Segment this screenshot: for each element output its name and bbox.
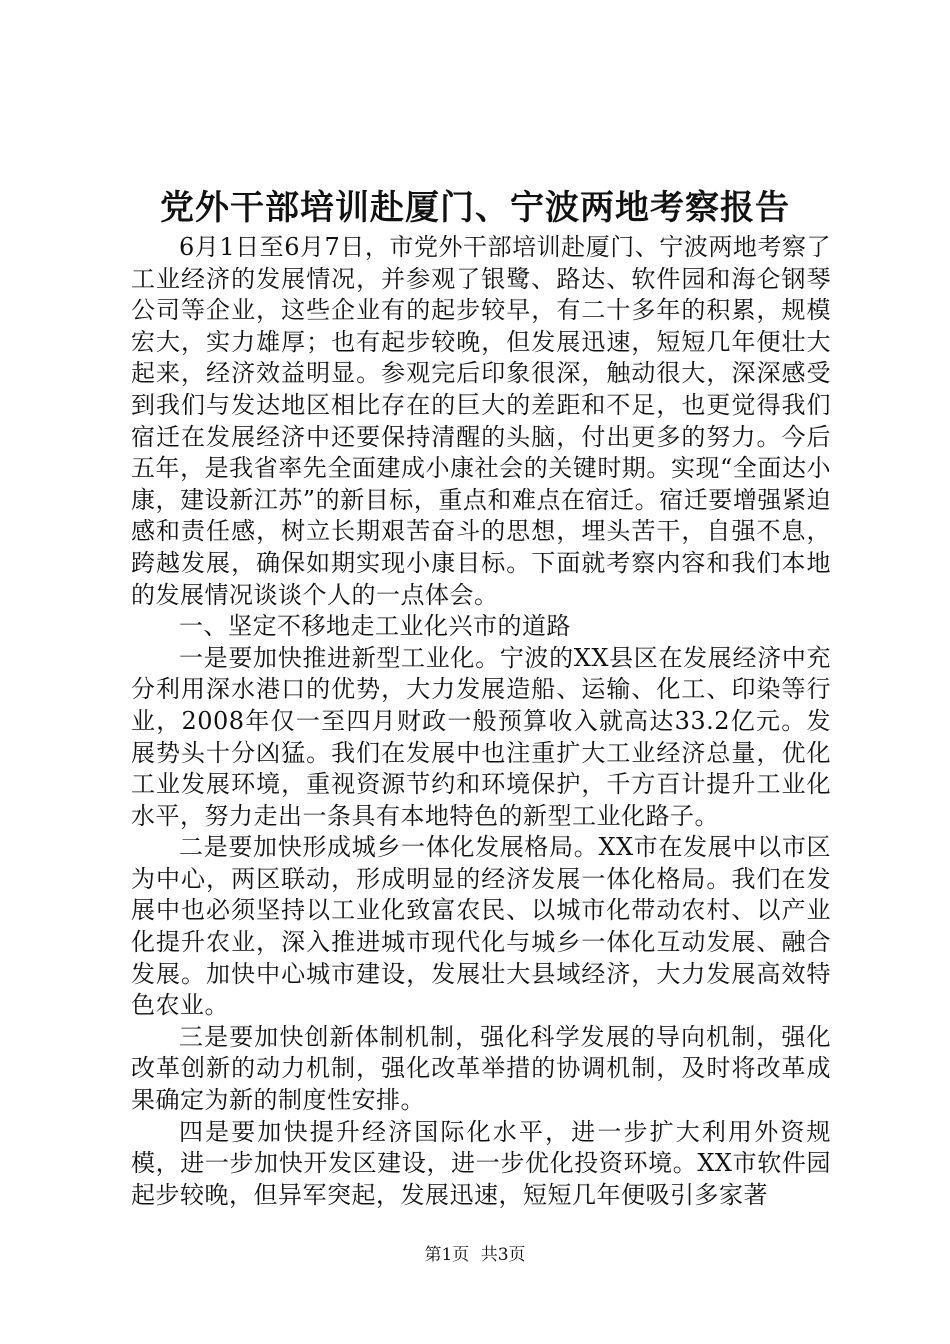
paragraph-point-1: 一是要加快推进新型工业化。宁波的XX县区在发展经济中充分利用深水港口的优势，大力发展造船、运输、化工、印染等行业，2008年仅一至四月财政一般预算收入就高达33.2亿元。发展势头十分凶猛。我们在发展中也注重扩大工业经济总量，优化工业发展环境，重视资源节约和环境保护，千方百计提升工业化水平，努力走出一条具有本地特色的新型工业化路子。 — [131, 643, 831, 830]
page-number: 第1页 — [424, 1245, 470, 1265]
page-footer — [0, 1243, 950, 1267]
paragraph-point-3: 三是要加快创新体制机制，强化科学发展的导向机制，强化改革创新的动力机制，强化改革举措的协调机制，及时将改革成果确定为新的制度性安排。 — [131, 1022, 831, 1115]
paragraph-point-2: 二是要加快形成城乡一体化发展格局。XX市在发展中以市区为中心，两区联动，形成明显的经济发展一体化格局。我们在发展中也必须坚持以工业化致富农民、以城市化带动农村、以产业化提升农业，深入推进城市现代化与城乡一体化互动发展、融合发展。加快中心城市建设，发展壮大县域经济，大力发展高效特色农业。 — [131, 833, 831, 1020]
section-heading-1: 一、坚定不移地走工业化兴市的道路 — [179, 612, 571, 641]
page-total: 共3页 — [480, 1245, 526, 1265]
document-body — [131, 232, 831, 1211]
paragraph-point-4: 四是要加快提升经济国际化水平，进一步扩大利用外资规模，进一步加快开发区建设，进一步优化投资环境。XX市软件园起步较晚，但异军突起，发展迅速，短短几年便吸引多家著 — [131, 1117, 831, 1209]
document-title: 党外干部培训赴厦门、宁波两地考察报告 — [160, 188, 790, 228]
paragraph-intro: 6月1日至6月7日，市党外干部培训赴厦门、宁波两地考察了工业经济的发展情况，并参观了银鹭、路达、软件园和海仑钢琴公司等企业，这些企业有的起步较早，有二十多年的积累，规模宏大，实力雄厚；也有起步较晚，但发展迅速，短短几年便壮大起来，经济效益明显。参观完后印象很深，触动很大，深深感受到我们与发达地区相比存在的巨大的差距和不足，也更觉得我们宿迁在发展经济中还要保持清醒的头脑，付出更多的努力。今后五年，是我省率先全面建成小康社会的关键时期。实现“全面达小康，建设新江苏”的新目标，重点和难点在宿迁。宿迁要增强紧迫感和责任感，树立长期艰苦奋斗的思想，埋头苦干，自强不息，跨越发展，确保如期实现小康目标。下面就考察内容和我们本地的发展情况谈谈个人的一点体会。 — [131, 233, 831, 609]
